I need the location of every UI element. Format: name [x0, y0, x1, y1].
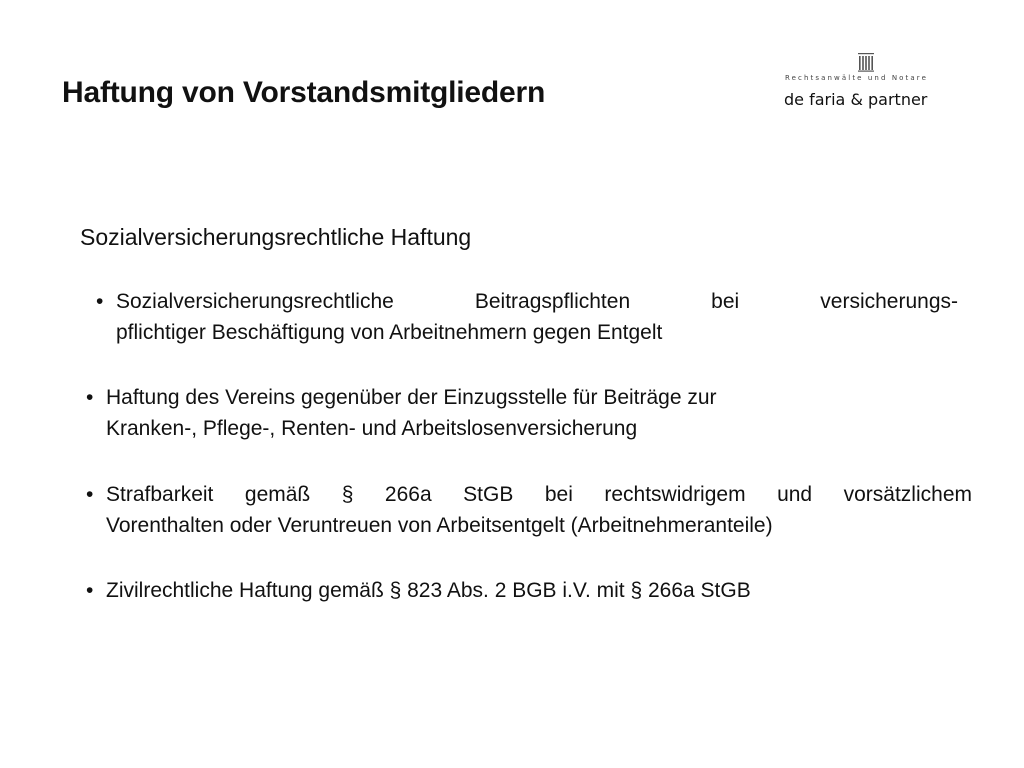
bullet-item — [86, 575, 906, 606]
bullet-line: Haftung des Vereins gegenüber der Einzugsstelle für Beiträge zur — [106, 386, 717, 409]
bullet-symbol: • — [96, 290, 104, 313]
section-heading: Sozialversicherungsrechtliche Haftung — [80, 224, 472, 250]
logo-tagline: Rechtsanwälte und Notare — [785, 74, 929, 82]
bullet-line: Strafbarkeit gemäß § 266a StGB bei rechtswidrigem und vorsätzlichem — [106, 483, 972, 506]
bullet-symbol: • — [86, 483, 94, 506]
bullet-symbol: • — [86, 579, 94, 602]
bullet-text — [106, 575, 906, 606]
bullet-text — [106, 382, 906, 444]
bullet-item — [86, 382, 906, 444]
slide-title: Haftung von Vorstandsmitgliedern — [62, 76, 546, 109]
building-columns-icon — [856, 52, 876, 72]
firm-logo — [780, 48, 950, 118]
bullet-line: Kranken-, Pflege-, Renten- und Arbeitslosenversicherung — [106, 417, 638, 440]
bullet-line: Sozialversicherungsrechtliche Beitragspflichten bei versicherungs- — [116, 290, 958, 313]
bullet-text — [116, 286, 958, 348]
bullet-line: Zivilrechtliche Haftung gemäß § 823 Abs. 2 BGB i.V. mit § 266a StGB — [106, 579, 751, 602]
logo-firm-name: de faria & partner — [784, 90, 928, 109]
bullet-symbol: • — [86, 386, 94, 409]
bullet-text — [106, 479, 972, 541]
bullet-line: Vorenthalten oder Veruntreuen von Arbeitsentgelt (Arbeitnehmeranteile) — [106, 514, 773, 537]
bullet-line: pflichtiger Beschäftigung von Arbeitnehmern gegen Entgelt — [116, 321, 663, 344]
bullet-item — [96, 286, 958, 348]
bullet-item — [86, 479, 972, 541]
